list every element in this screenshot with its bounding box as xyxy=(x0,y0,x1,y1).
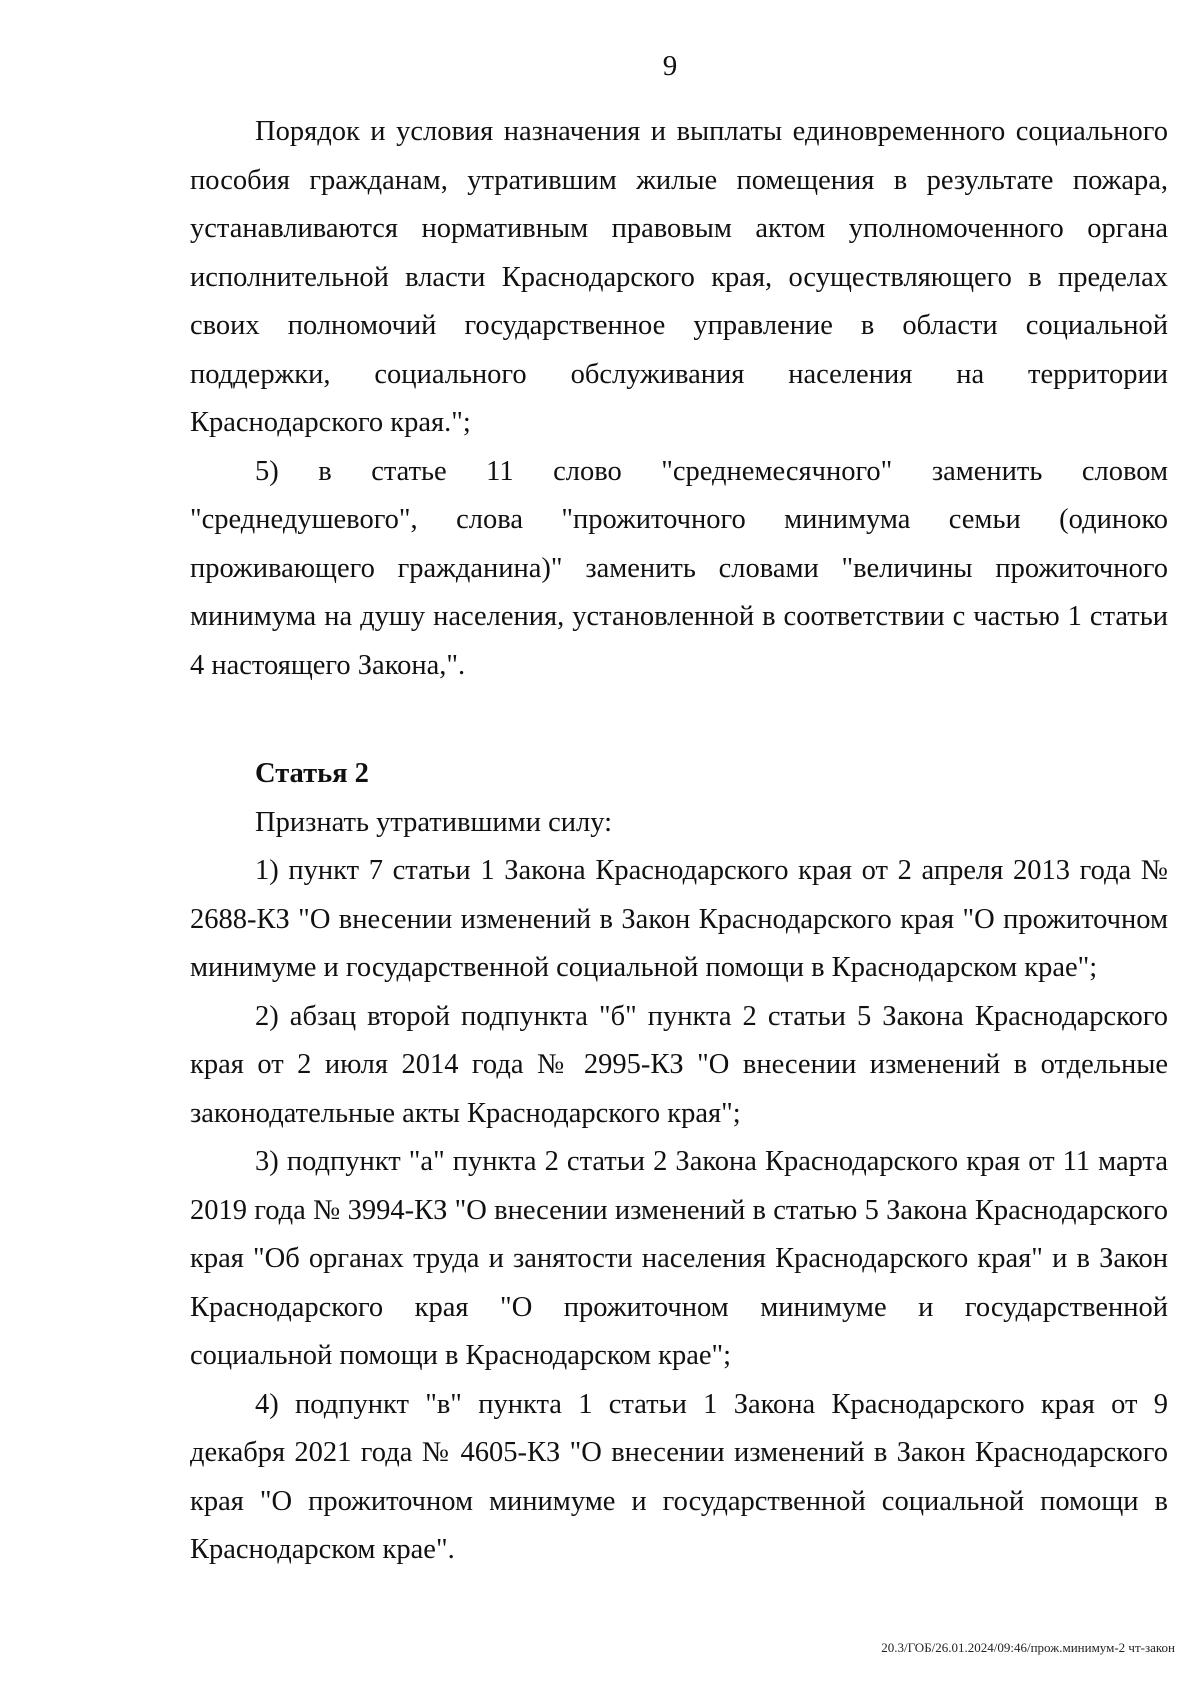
page-number: 9 xyxy=(662,50,678,82)
article-heading: Статья 2 xyxy=(255,758,369,789)
document-body xyxy=(190,108,1168,1575)
paragraph-item-5: 5) в статье 11 слово "среднемесячного" заменить словом "среднедушевого", слова "прожиточного минимума семьи (одиноко проживающего гражданина)" заменить словами "величины прожиточного минимума на душу населения, установленной в соответствии с частью 1 статьи 4 настоящего Закона,". xyxy=(190,455,1168,681)
footer-code: 20.3/ГОБ/26.01.2024/09:46/прож.минимум-2 чт-закон xyxy=(881,1640,1175,1655)
section-gap xyxy=(190,690,1168,750)
article-intro: Признать утратившими силу: xyxy=(255,806,612,838)
article-item-3: 3) подпункт "а" пункта 2 статьи 2 Закона Краснодарского края от 11 марта 2019 года № 3994-КЗ "О внесении изменений в статью 5 Закона Краснодарского края "Об органах труда и занятости населения Краснодарского края" и в Закон Краснодарского края "О прожиточном минимуме и государственной социальной помощи в Краснодарском крае"; xyxy=(190,1146,1168,1371)
paragraph-procedure: Порядок и условия назначения и выплаты единовременного социального пособия гражданам, утратившим жилые помещения в результате пожара, устанавливаются нормативным правовым актом уполномоченного органа исполнительной власти Краснодарского края, осуществляющего в пределах своих полномочий государственное управление в области социальной поддержки, социального обслуживания населения на территории Краснодарского края."; xyxy=(190,116,1168,438)
article-item-4: 4) подпункт "в" пункта 1 статьи 1 Закона Краснодарского края от 9 декабря 2021 года № 4605-КЗ "О внесении изменений в Закон Краснодарского края "О прожиточном минимуме и государственной социальной помощи в Краснодарском крае". xyxy=(190,1388,1168,1565)
article-item-1: 1) пункт 7 статьи 1 Закона Краснодарского края от 2 апреля 2013 года № 2688-КЗ "О внесении изменений в Закон Краснодарского края "О прожиточном минимуме и государственной социальной помощи в Краснодарском крае"; xyxy=(190,855,1168,983)
article-item-2: 2) абзац второй подпункта "б" пункта 2 статьи 5 Закона Краснодарского края от 2 июля 2014 года № 2995-КЗ "О внесении изменений в отдельные законодательные акты Краснодарского края"; xyxy=(190,1000,1168,1129)
